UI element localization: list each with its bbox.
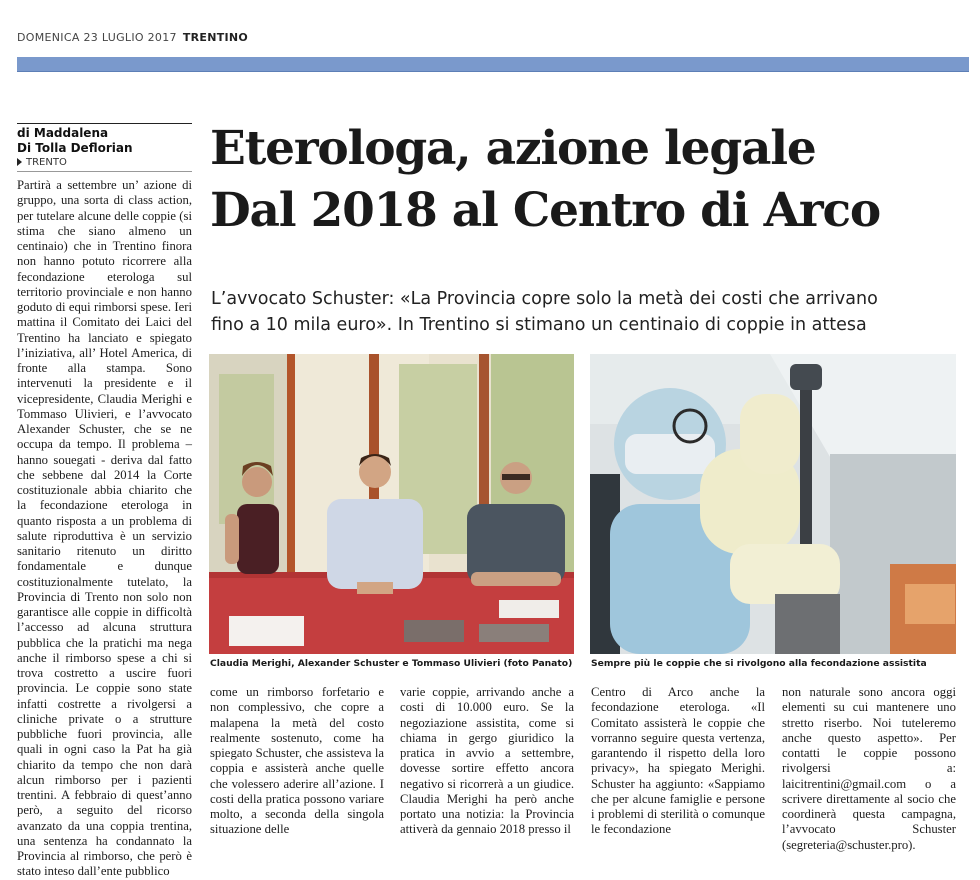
byline xyxy=(17,126,133,156)
headline-line-2: Dal 2018 al Centro di Arco xyxy=(210,183,881,238)
laboratory-photo xyxy=(590,354,956,654)
byline-line-1: di Maddalena xyxy=(17,126,109,140)
dateline xyxy=(17,157,67,168)
photo-caption-2: Sempre più le coppie che si rivolgono alla fecondazione assistita xyxy=(591,658,927,669)
byline-line-2: Di Tolla Deflorian xyxy=(17,141,133,155)
article-column-2 xyxy=(210,685,384,835)
page-header xyxy=(17,31,248,44)
subheadline-line-2: fino a 10 mila euro». In Trentino si stimano un centinaio di coppie in attesa xyxy=(211,315,867,335)
section-color-bar xyxy=(17,57,969,72)
article-column-4 xyxy=(591,685,765,835)
subheadline-line-1: L’avvocato Schuster: «La Provincia copre solo la metà dei costi che arrivano xyxy=(211,289,878,309)
article-column-3 xyxy=(400,685,574,835)
dateline-location: TRENTO xyxy=(26,157,67,168)
article-paragraph: come un rimborso forfetario e non complessivo, che copre a malapena la metà del costo realmente sostenuto, come ha spiegato Schuster, che assisteva la coppia e assisterà anche quelle che volessero aderire all’azione. I costi della pratica possono variare molto, a seconda della singola situazione delle xyxy=(210,685,384,837)
byline-rule-bottom xyxy=(17,171,192,172)
subheadline xyxy=(211,286,971,338)
headline-line-1: Eterologa, azione legale xyxy=(210,121,816,176)
byline-rule-top xyxy=(17,123,192,124)
section-name: TRENTINO xyxy=(182,31,249,44)
triangle-icon xyxy=(17,158,22,166)
press-conference-photo xyxy=(209,354,574,654)
photo-caption-1: Claudia Merighi, Alexander Schuster e Tommaso Ulivieri (foto Panato) xyxy=(210,658,573,669)
article-paragraph: Centro di Arco anche la fecondazione eterologa. «Il Comitato assisterà le coppie che vorranno seguire questa vertenza, garantendo il rispetto della loro privacy», ha spiegato Merighi. Schuster ha aggiunto: «Sappiamo che per alcune famiglie e persone i problemi di sterilità o comunque le fecondazione xyxy=(591,685,765,837)
headline xyxy=(210,118,970,242)
article-paragraph: non naturale sono ancora oggi elementi su cui mantenere uno stretto riserbo. Noi tuteleremo anche questo aspetto». Per contatti le coppie possono rivolgersi a: laicitrentini@gmail.com o a scrivere direttamente al socio che coordinerà questa campagna, l’avvocato Schuster (segreteria@schuster.pro). xyxy=(782,685,956,852)
article-column-5 xyxy=(782,685,956,852)
article-column-1 xyxy=(17,178,192,879)
issue-date: DOMENICA 23 LUGLIO 2017 xyxy=(17,31,177,44)
article-paragraph: Partirà a settembre un’ azione di gruppo, una sorta di class action, per tutelare alcune delle coppie (si stima che siano almeno un centinaio) che in Trentino finora non hanno potuto ricorrere alla fecondazione eterologa sul territorio provinciale e non hanno goduto di equi rimborsi spese. Ieri mattina il Comitato dei Laici del Trentino ha lanciato e spiegato l’iniziativa, all’ Hotel America, di fronte alla stampa. Sono intervenuti la presidente e il vicepresidente, Claudia Merighi e Tommaso Ulivieri, e l’avvocato Alexander Schuster, che se ne occupa da tempo. Il problema – hanno souegati - deriva dal fatto che sebbene dal 2014 la Corte costituzionale abbia chiarito che la fecondazione eterologa in quanto risposta a un problema di salute riproduttiva è un servizio sanitario ritenuto un diritto fondamentale e dunque costituzionalmente tutelato, la Provincia di Trento non solo non garantisce alle coppie in difficoltà l’accesso ad alcuna struttura pubblica che la pratichi ma nega anche il rimborso spese a chi si trova costretto a uscire fuori provincia. Le coppie sono state infatti costrette a rivolgersi a cliniche private o a strutture pubbliche fuori provincia, alle quali in ogni caso la Pat ha già chiarito da tempo che non darà alcun rimborso per i pazienti trentini. A febbraio di quest’anno però, a seguito del ricorso avanzato da una coppia trentina, una sentenza ha condannato la Provincia al rimborso, che però è stato inteso dall’ente pubblico xyxy=(17,178,192,879)
article-paragraph: varie coppie, arrivando anche a costi di 10.000 euro. Se la negoziazione assistita, come si chiama in gergo giuridico la pratica in avvio a settembre, dovesse sortire effetto ancora negativo si ricorrerà a un giudice. Claudia Merighi ha però anche portato una notizia: la Provincia attiverà da gennaio 2018 presso il xyxy=(400,685,574,837)
